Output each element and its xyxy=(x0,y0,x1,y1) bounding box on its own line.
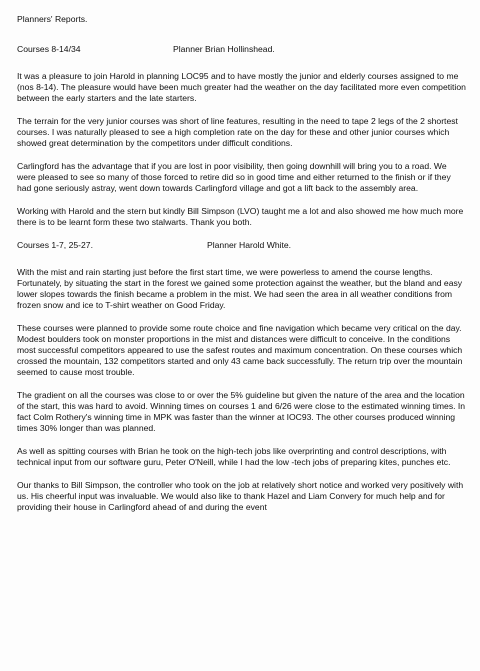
section-1-courses: Courses 8-14/34 xyxy=(17,44,81,54)
section-1-paragraph-3: Carlingford has the advantage that if you are lost in poor visibility, then going downhill will bring you to a road. We were pleased to see so many of those forced to retire did so in good time and either returned to the finish or if they had gone seriously astray, went down towards Carlingford village and got a lift back to the assembly area. xyxy=(17,161,451,193)
section-1-planner: Planner Brian Hollinshead. xyxy=(173,44,275,54)
section-2-header xyxy=(17,240,466,251)
section-2-paragraph-3: The gradient on all the courses was close to or over the 5% guideline but given the nature of the area and the location of the start, this was hard to avoid. Winning times on courses 1 and 6/26 were close to the estimated winning times. In fact Colm Rothery's winning time in MPK was faster than the winner at IOC93. The other courses produced winning times 30% longer than was planned. xyxy=(17,390,466,433)
section-2-paragraph-5: Our thanks to Bill Simpson, the controller who took on the job at relatively short notice and worked very positively with us. His cheerful input was invaluable. We would also like to thank Hazel and Liam Convery for much help and for providing their house in Carlingford ahead of and during the event xyxy=(17,480,464,512)
section-1-paragraph-2: The terrain for the very junior courses was short of line features, resulting in the need to tape 2 legs of the 2 shortest courses. I was naturally pleased to see a high completion rate on the day for these and other junior courses which showed great determination by the competitors under difficult conditions. xyxy=(17,116,458,148)
section-2-courses: Courses 1-7, 25-27. xyxy=(17,240,93,250)
section-1-paragraph-1: It was a pleasure to join Harold in planning LOC95 and to have mostly the junior and elderly courses assigned to me (nos 8-14). The pleasure would have been much greater had the weather on the day facilitated more even competition between the early starters and the late starters. xyxy=(17,71,466,103)
section-2-paragraph-4: As well as spitting courses with Brian he took on the high-tech jobs like overprinting and control descriptions, with technical input from our software guru, Peter O'Neill, while I had the low -tech jobs of preparing kites, punches etc. xyxy=(17,446,451,467)
section-1-header xyxy=(17,44,466,55)
document-heading: Planners' Reports. xyxy=(17,14,88,24)
section-2-paragraph-2: These courses were planned to provide some route choice and fine navigation which became very critical on the day. Modest boulders took on monster proportions in the mist and distances were difficult to conceive. In the conditions most successful competitors appeared to use the safest routes and maximum concentration. On these courses which crossed the mountain, 132 competitors started and only 43 came back successfully. The return trip over the mountain seemed to cause most trouble. xyxy=(17,323,463,377)
section-2-planner: Planner Harold White. xyxy=(207,240,292,250)
section-2-paragraph-1: With the mist and rain starting just before the first start time, we were powerless to amend the course lengths. Fortunately, by situating the start in the forest we gained some protection against the weather, but the bland and easy lower slopes towards the finish became a problem in the mist. We had seen the area in all weather conditions from frozen snow and ice to T-shirt weather on Good Friday. xyxy=(17,267,463,310)
section-1-paragraph-4: Working with Harold and the stern but kindly Bill Simpson (LVO) taught me a lot and also showed me how much more there is to be learnt form these two stalwarts. Thank you both. xyxy=(17,206,464,227)
